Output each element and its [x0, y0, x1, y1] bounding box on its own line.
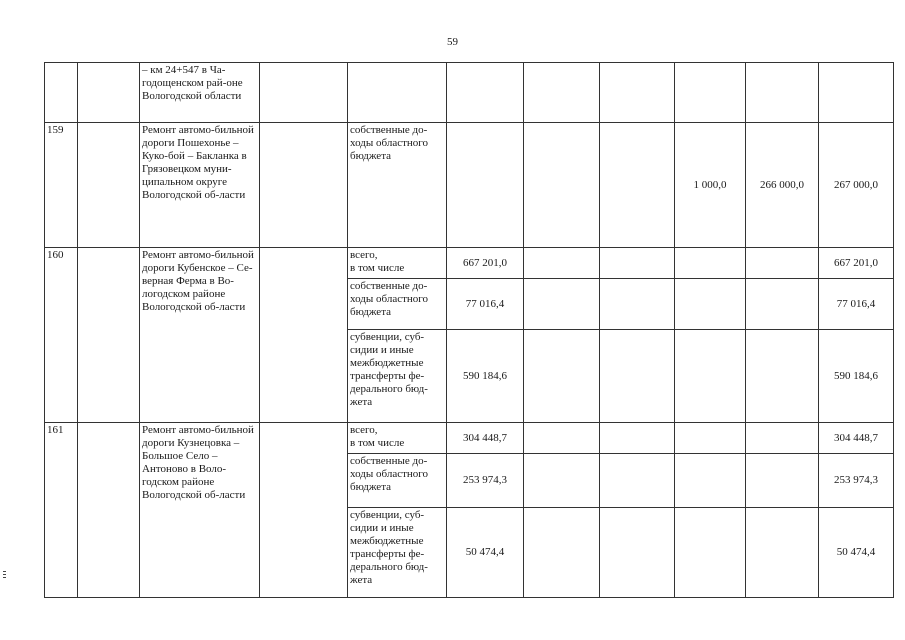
- cell-empty: [524, 248, 600, 279]
- cell-total: 77 016,4: [819, 279, 894, 330]
- cell-empty: [78, 123, 140, 248]
- cell-empty: [746, 279, 819, 330]
- cell-num: 161: [45, 423, 78, 598]
- cell-empty: [675, 63, 746, 123]
- cell-total: 304 448,7: [819, 423, 894, 454]
- cell-empty: [524, 423, 600, 454]
- cell-total: 253 974,3: [819, 454, 894, 508]
- cell-total: 267 000,0: [819, 123, 894, 248]
- cell-value-2026: 266 000,0: [746, 123, 819, 248]
- cell-empty: [746, 508, 819, 598]
- cell-empty: [260, 423, 348, 598]
- cell-total: 667 201,0: [819, 248, 894, 279]
- cell-object-name: Ремонт автомо-бильной дороги Кубенское – Се-верная Ферма в Во-логодском районе Вологодской об-ласти: [140, 248, 260, 423]
- cell-value-2023: 590 184,6: [447, 330, 524, 423]
- cell-empty: [675, 454, 746, 508]
- cell-empty: [600, 123, 675, 248]
- cell-source: всего, в том числе: [348, 248, 447, 279]
- cell-empty: [78, 423, 140, 598]
- table-row-continuation: [45, 63, 894, 123]
- cell-empty: [524, 279, 600, 330]
- cell-object-name: Ремонт автомо-бильной дороги Пошехонье – Куко-бой – Бакланка в Грязовецком муни-ципальном округе Вологодской об-ласти: [140, 123, 260, 248]
- cell-empty: [675, 508, 746, 598]
- margin-mark: [3, 577, 6, 578]
- margin-mark: [3, 574, 6, 575]
- cell-empty: [675, 248, 746, 279]
- cell-value-2023: 77 016,4: [447, 279, 524, 330]
- cell-object-name: Ремонт автомо-бильной дороги Кузнецовка – Большое Село – Антоново в Воло-годском районе Вологодской об-ласти: [140, 423, 260, 598]
- cell-object-name: – км 24+547 в Ча-годощенском рай-оне Вологодской области: [140, 63, 260, 123]
- cell-empty: [78, 63, 140, 123]
- cell-empty: [746, 63, 819, 123]
- cell-empty: [600, 454, 675, 508]
- cell-empty: [600, 423, 675, 454]
- cell-empty: [524, 454, 600, 508]
- cell-total: 50 474,4: [819, 508, 894, 598]
- cell-empty: [746, 248, 819, 279]
- cell-empty: [524, 508, 600, 598]
- budget-table: [44, 62, 894, 598]
- table-row-160: [45, 248, 894, 279]
- cell-empty: [675, 423, 746, 454]
- cell-total: 590 184,6: [819, 330, 894, 423]
- cell-empty: [524, 330, 600, 423]
- cell-empty: [600, 330, 675, 423]
- cell-empty: [675, 279, 746, 330]
- cell-empty: [600, 279, 675, 330]
- cell-source: собственные до-ходы областного бюджета: [348, 123, 447, 248]
- cell-value-2023: 667 201,0: [447, 248, 524, 279]
- cell-empty: [600, 248, 675, 279]
- cell-value-2025: 1 000,0: [675, 123, 746, 248]
- cell-num: [45, 63, 78, 123]
- cell-source: [348, 63, 447, 123]
- table-row-159: [45, 123, 894, 248]
- cell-source: субвенции, суб-сидии и иные межбюджетные трансферты фе-дерального бюд-жета: [348, 508, 447, 598]
- cell-source: собственные до-ходы областного бюджета: [348, 454, 447, 508]
- cell-num: 160: [45, 248, 78, 423]
- cell-empty: [447, 123, 524, 248]
- cell-empty: [746, 454, 819, 508]
- cell-value-2023: 50 474,4: [447, 508, 524, 598]
- cell-empty: [746, 423, 819, 454]
- cell-value-2023: 253 974,3: [447, 454, 524, 508]
- cell-empty: [524, 123, 600, 248]
- cell-empty: [447, 63, 524, 123]
- cell-empty: [600, 63, 675, 123]
- cell-num: 159: [45, 123, 78, 248]
- cell-empty: [260, 248, 348, 423]
- cell-empty: [524, 63, 600, 123]
- page-number: 59: [447, 36, 458, 48]
- cell-empty: [675, 330, 746, 423]
- table-row-161: [45, 423, 894, 454]
- cell-empty: [819, 63, 894, 123]
- cell-empty: [78, 248, 140, 423]
- cell-source: субвенции, суб-сидии и иные межбюджетные трансферты фе-дерального бюд-жета: [348, 330, 447, 423]
- cell-empty: [260, 123, 348, 248]
- cell-empty: [746, 330, 819, 423]
- cell-source: собственные до-ходы областного бюджета: [348, 279, 447, 330]
- cell-source: всего, в том числе: [348, 423, 447, 454]
- cell-value-2023: 304 448,7: [447, 423, 524, 454]
- margin-mark: [3, 571, 6, 572]
- cell-empty: [600, 508, 675, 598]
- cell-empty: [260, 63, 348, 123]
